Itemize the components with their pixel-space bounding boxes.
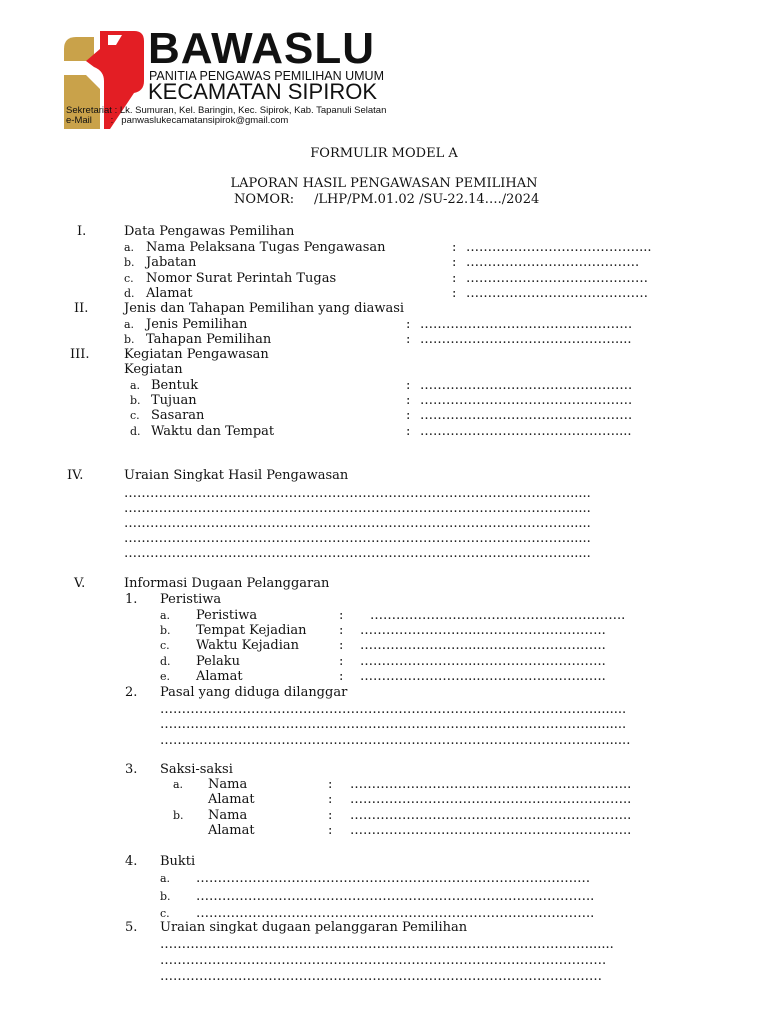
point-title: Uraian singkat dugaan pelanggaran Pemilihan [160,920,468,935]
field-colon: : [339,654,344,669]
fill-in-line: …………………………………………. [420,317,633,332]
field-colon: : [406,378,411,393]
fill-in-line: …………………………………. [466,255,640,270]
item-letter: b. [124,256,135,269]
item-letter: d. [130,425,141,438]
fill-in-line: ……………………………………………………………………………….. [196,889,595,904]
field-colon: : [452,271,457,286]
point-number: 1. [125,592,138,607]
fill-in-line: …………………………………………. [420,378,633,393]
field-label: Waktu dan Tempat [151,424,275,439]
secretariat-address: Lk. Sumuran, Kel. Baringin, Kec. Sipirok, Kab. Tapanuli Selatan [119,105,387,116]
item-letter: b. [124,333,135,346]
item-letter: d. [160,655,171,668]
fill-in-line: ……………………....……………………….. [360,638,606,653]
fill-in-line: ………………………………………………………………………………………...... [160,937,614,952]
fill-in-line: …………………………………………………………………………………………...... [124,546,591,561]
fill-in-line: …………………………………………. [420,393,633,408]
report-heading: LAPORAN HASIL PENGAWASAN PEMILIHAN [230,176,538,191]
field-colon: : [339,638,344,653]
section-title: Data Pengawas Pemilihan [124,224,295,239]
field-colon: : [328,777,333,792]
secretariat-label: Sekretariat : [66,105,118,116]
field-label: Peristiwa [196,608,258,623]
fill-in-line: …………………………………………………………………………….… [196,871,591,886]
field-colon: : [339,623,344,638]
fill-in-line: …………………………………………………………………………………………...... [124,531,591,546]
item-letter: c. [124,272,134,285]
district-name: KECAMATAN SIPIROK [148,79,378,104]
fill-in-line: ……………………………………………………….. [350,808,632,823]
email-label: e-Mail [66,115,92,126]
point-title: Bukti [160,854,196,869]
fill-in-line: ………………………………………………………………………………………......... [160,717,627,732]
fill-in-line: ……………………………………………………………………………….. [196,906,595,921]
fill-in-line: ………………………………………………………………………………………......... [160,702,627,717]
field-label: Alamat [208,823,255,838]
fill-in-line: ……………………………………….... [420,424,632,439]
field-label: Nomor Surat Perintah Tugas [146,271,337,286]
fill-in-line: ……………………………………………………………………………………….......... [160,733,631,748]
fill-in-line: …………………………………………………………………………………………...... [124,486,591,501]
item-letter: c. [160,639,170,652]
email-address: panwaslukecamatansipirok@gmail.com [121,115,289,126]
nomor-label: NOMOR: [234,192,295,207]
item-letter: b. [173,809,184,822]
section-number: IV. [67,468,84,483]
fill-in-line: ……………………....……………………….. [360,623,606,638]
field-colon: : [339,669,344,684]
nomor-value: /LHP/PM.01.02 /SU-22.14…./2024 [314,192,540,207]
item-letter: e. [160,670,171,683]
section-title: Uraian Singkat Hasil Pengawasan [124,468,349,483]
field-label: Waktu Kejadian [196,638,300,653]
fill-in-line: …………………………………………………………………………………………. [160,953,607,968]
fill-in-line: ……………………………………………………….. [350,777,632,792]
item-letter: a. [130,379,141,392]
point-title: Saksi-saksi [160,762,233,777]
section-title: Jenis dan Tahapan Pemilihan yang diawasi [124,301,405,316]
fill-in-line: ……………………………………….... [420,332,632,347]
form-title: FORMULIR MODEL A [310,146,458,161]
field-colon: : [328,792,333,807]
field-colon: : [406,332,411,347]
item-letter: a. [160,872,171,885]
field-label: Alamat [208,792,255,807]
fill-in-line: ……………………………………………………….. [350,792,632,807]
item-letter: c. [130,409,140,422]
field-label: Alamat [146,286,193,301]
field-colon: : [406,393,411,408]
field-label: Sasaran [151,408,205,423]
item-letter: b. [130,394,141,407]
section-number: II. [74,301,89,316]
field-label: Jabatan [146,255,197,270]
field-colon: : [339,608,344,623]
fill-in-line: ……………………....……………………….. [360,669,606,684]
fill-in-line: …………………………………………………………………………………………...... [124,501,591,516]
brand-name: BAWASLU [148,24,375,73]
item-letter: c. [160,907,170,920]
item-letter: a. [160,609,171,622]
email-line [66,115,288,127]
field-label: Tahapan Pemilihan [146,332,272,347]
item-letter: a. [173,778,184,791]
field-label: Bentuk [151,378,199,393]
field-colon: : [406,424,411,439]
field-colon: : [406,317,411,332]
section-title: Informasi Dugaan Pelanggaran [124,576,330,591]
section-number: I. [77,224,87,239]
field-colon: : [406,408,411,423]
item-letter: b. [160,624,171,637]
fill-in-line: ………………………………………………….. [370,608,626,623]
fill-in-line: ……………………....……………………….. [360,654,606,669]
field-label: Alamat [196,669,243,684]
field-label: Jenis Pemilihan [146,317,248,332]
section-title: Kegiatan Pengawasan [124,347,269,362]
point-number: 4. [125,854,138,869]
committee-name: PANITIA PENGAWAS PEMILIHAN UMUM [149,69,384,83]
fill-in-line: …………………………………… [466,271,648,286]
field-colon: : [452,255,457,270]
field-label: Tujuan [151,393,197,408]
item-letter: a. [124,241,135,254]
field-label: Nama [208,808,248,823]
section-number: III. [70,347,90,362]
item-letter: a. [124,318,135,331]
field-colon: : [328,823,333,838]
field-label: Nama Pelaksana Tugas Pengawasan [146,240,386,255]
fill-in-line: ………………………………………………………………………………………… [160,969,602,984]
fill-in-line: ……………………………………………………….. [350,823,632,838]
item-letter: b. [160,890,171,903]
fill-in-line: …………………………………………. [420,408,633,423]
field-colon: : [452,240,457,255]
fill-in-line: …………………………………………………………………………………………...... [124,516,591,531]
fill-in-line: ………………………………….... [466,240,652,255]
field-colon: : [328,808,333,823]
point-title: Pasal yang diduga dilanggar [160,685,348,700]
field-label: Nama [208,777,248,792]
field-colon: : [452,286,457,301]
point-number: 5. [125,920,138,935]
point-number: 3. [125,762,138,777]
subsection-title: Kegiatan [124,362,183,377]
point-number: 2. [125,685,138,700]
fill-in-line: …………………………………… [466,286,648,301]
field-label: Tempat Kejadian [196,623,307,638]
point-title: Peristiwa [160,592,222,607]
item-letter: d. [124,287,135,300]
field-label: Pelaku [196,654,241,669]
email-separator: : [110,115,114,126]
section-number: V. [74,576,86,591]
